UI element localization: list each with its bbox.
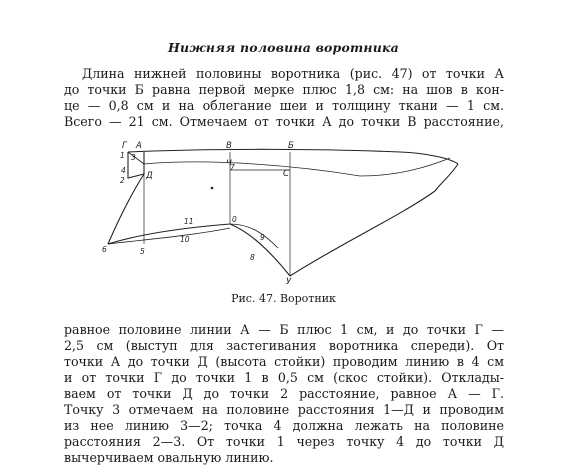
collar-right-edge bbox=[435, 164, 458, 191]
collar-figure bbox=[100, 136, 480, 286]
paragraph-intro bbox=[64, 66, 504, 130]
text-line: 2,5 см (выступ для застегивания воротника спереди). От bbox=[64, 338, 504, 353]
text-line: расстояния 2—3. От точки 1 через точку 4 до точки Д bbox=[64, 434, 504, 449]
text-line: вычерчиваем овальную линию. bbox=[64, 450, 274, 465]
label-5: 5 bbox=[140, 247, 145, 256]
label-11: 11 bbox=[184, 217, 194, 226]
collar-bottom-front bbox=[108, 224, 230, 244]
label-1: 1 bbox=[120, 151, 125, 160]
text-line: из нее линию 3—2; точка 4 должна лежать на половине bbox=[64, 418, 504, 433]
center-point bbox=[211, 187, 214, 190]
label-4: 4 bbox=[121, 166, 126, 175]
label-ch: Ч bbox=[226, 159, 232, 169]
paragraph-construction bbox=[64, 322, 504, 466]
text-line: до точки Б равна первой мерке плюс 1,8 см: на шов в кон- bbox=[64, 82, 504, 97]
collar-neck-curve bbox=[144, 158, 450, 176]
text-line: равное половине линии А — Б плюс 1 см, и до точки Г — bbox=[64, 322, 504, 337]
collar-outer-curve bbox=[290, 191, 435, 276]
label-s: С bbox=[283, 169, 289, 179]
collar-drawing bbox=[100, 136, 480, 286]
label-10: 10 bbox=[180, 235, 190, 244]
label-2: 2 bbox=[120, 176, 125, 185]
text-line: Всего — 21 см. Отмечаем от точки А до точки В расстояние, bbox=[64, 114, 504, 129]
label-b: Б bbox=[288, 141, 294, 151]
label-u: У bbox=[286, 277, 292, 287]
section-heading: Нижняя половина воротника bbox=[168, 40, 399, 55]
label-9: 9 bbox=[260, 233, 265, 242]
figure-caption: Рис. 47. Воротник bbox=[231, 292, 336, 305]
label-3: 3 bbox=[131, 153, 136, 162]
text-line: и от точки Г до точки 1 в 0,5 см (скос стойки). Отклады- bbox=[64, 370, 504, 385]
label-d: Д bbox=[146, 171, 153, 181]
text-line: Длина нижней половины воротника (рис. 47) от точки А bbox=[82, 66, 504, 81]
label-v: В bbox=[226, 141, 232, 151]
label-0: 0 bbox=[232, 215, 237, 224]
label-g: Г bbox=[122, 141, 127, 151]
text-line: це — 0,8 см и на облегание шеи и толщину ткани — 1 см. bbox=[64, 98, 504, 113]
label-a: А bbox=[136, 141, 142, 151]
label-6: 6 bbox=[102, 245, 107, 254]
collar-lower-left bbox=[108, 174, 144, 244]
text-line: ваем от точки Д до точки 2 расстояние, равное А — Г. bbox=[64, 386, 504, 401]
label-7: 7 bbox=[230, 163, 235, 172]
text-line: точки А до точки Д (высота стойки) проводим линию в 4 см bbox=[64, 354, 504, 369]
text-line: Точку 3 отмечаем на половине расстояния 1—Д и проводим bbox=[64, 402, 504, 417]
label-8: 8 bbox=[250, 253, 255, 262]
collar-center-curve bbox=[230, 224, 290, 276]
